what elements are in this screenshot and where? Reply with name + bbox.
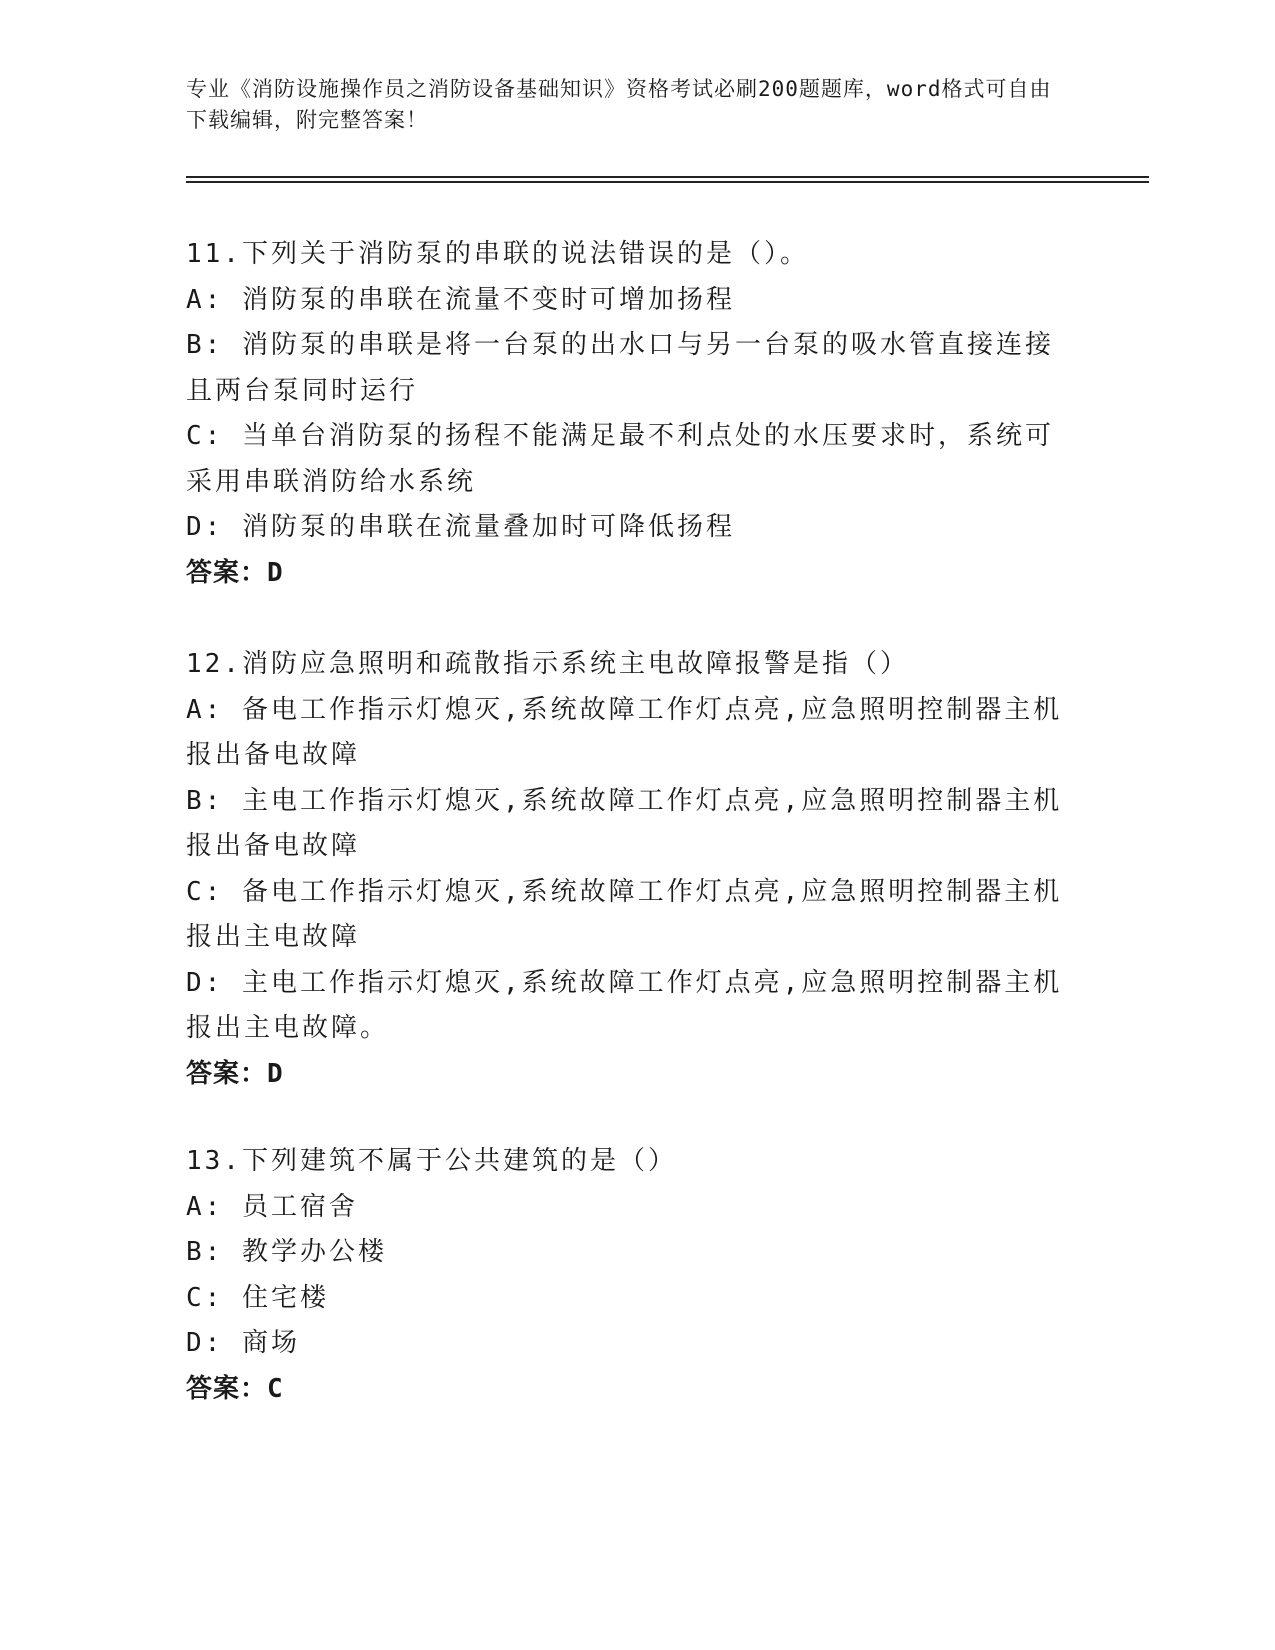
question-stem: 12.消防应急照明和疏散指示系统主电故障报警是指（） [186, 649, 909, 679]
option-a: A: 消防泵的串联在流量不变时可增加扬程 [186, 284, 735, 315]
header-rule-top [186, 176, 1149, 178]
option-b: B: 主电工作指示灯熄灭,系统故障工作灯点亮,应急照明控制器主机报出备电故障 [186, 785, 1063, 861]
question-12 [186, 642, 1066, 1097]
option-a: A: 员工宿舍 [186, 1191, 358, 1222]
option-d: D: 主电工作指示灯熄灭,系统故障工作灯点亮,应急照明控制器主机报出主电故障。 [186, 967, 1063, 1043]
question-11 [186, 232, 1066, 596]
option-b: B: 消防泵的串联是将一台泵的出水口与另一台泵的吸水管直接连接且两台泵同时运行 [186, 330, 1054, 406]
option-c: C: 备电工作指示灯熄灭,系统故障工作灯点亮,应急照明控制器主机报出主电故障 [186, 876, 1063, 952]
option-a: A: 备电工作指示灯熄灭,系统故障工作灯点亮,应急照明控制器主机报出备电故障 [186, 694, 1063, 770]
question-stem: 11.下列关于消防泵的串联的说法错误的是（）。 [186, 239, 809, 269]
question-13 [186, 1139, 1066, 1412]
option-c: C: 当单台消防泵的扬程不能满足最不利点处的水压要求时，系统可采用串联消防给水系统 [186, 421, 1054, 497]
answer-label: 答案：D [186, 557, 284, 588]
question-stem: 13.下列建筑不属于公共建筑的是（） [186, 1146, 677, 1176]
option-b: B: 教学办公楼 [186, 1237, 387, 1267]
option-d: D: 消防泵的串联在流量叠加时可降低扬程 [186, 512, 735, 542]
header-rule-bottom [186, 181, 1149, 183]
option-c: C: 住宅楼 [186, 1282, 329, 1313]
answer-label: 答案：D [186, 1058, 284, 1089]
document-header: 专业《消防设施操作员之消防设备基础知识》资格考试必刷200题题库，word格式可自由下载编辑，附完整答案！ [186, 77, 1052, 132]
answer-label: 答案：C [186, 1373, 284, 1404]
option-d: D: 商场 [186, 1328, 300, 1358]
